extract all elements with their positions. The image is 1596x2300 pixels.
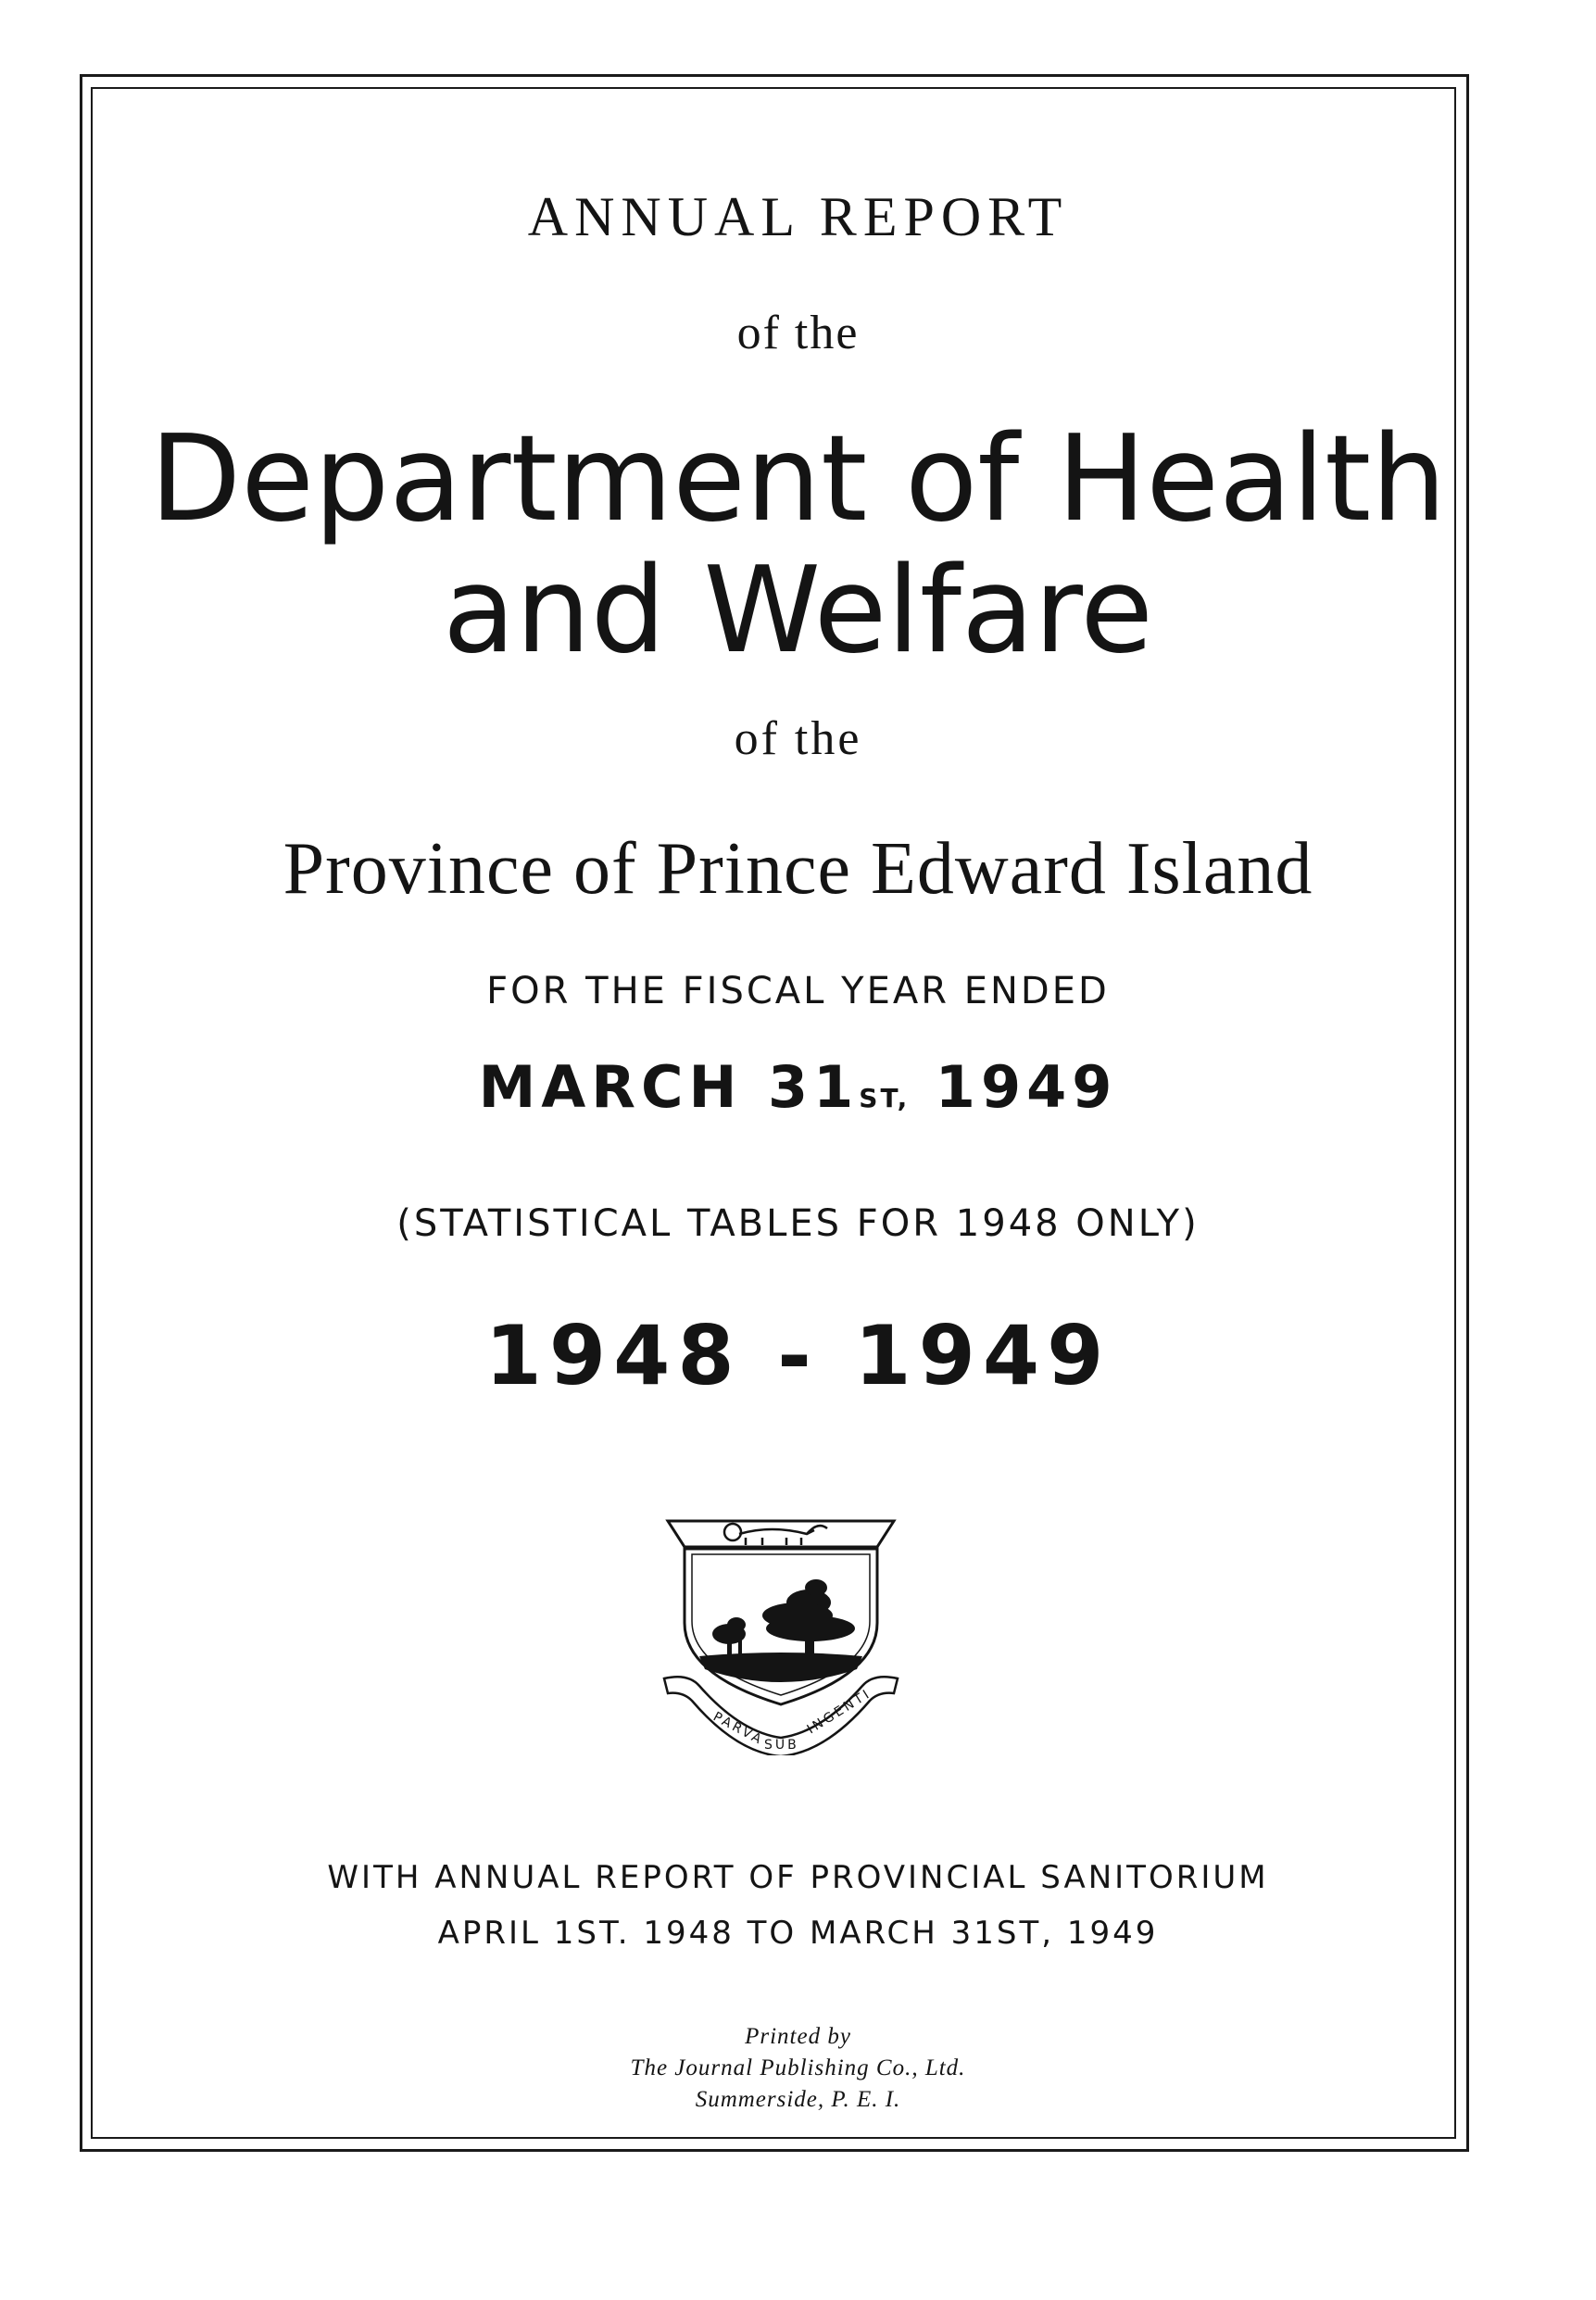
oak-tree-icon bbox=[762, 1579, 855, 1658]
lion-icon bbox=[724, 1524, 827, 1545]
department-title-line-1: Department of Health bbox=[149, 410, 1447, 548]
fiscal-end-date bbox=[0, 1053, 1596, 1121]
date-year: 1949 bbox=[910, 1053, 1118, 1121]
sapling-icon bbox=[712, 1617, 746, 1656]
motto-word-3: INGENTI bbox=[804, 1686, 874, 1738]
fiscal-year-line: FOR THE FISCAL YEAR ENDED bbox=[486, 970, 1110, 1012]
sanitorium-report-line-2: APRIL 1ST. 1948 TO MARCH 31ST, 1949 bbox=[437, 1915, 1159, 1952]
statistical-note: (STATISTICAL TABLES FOR 1948 ONLY) bbox=[396, 1202, 1200, 1245]
motto-word-1: PARVA bbox=[710, 1709, 767, 1749]
annual-report-heading: ANNUAL REPORT bbox=[527, 186, 1069, 247]
year-range: 1948 - 1949 bbox=[484, 1308, 1112, 1403]
printed-by: Printed by bbox=[745, 2024, 851, 2049]
of-the-line-2: of the bbox=[734, 712, 862, 765]
publisher-name: The Journal Publishing Co., Ltd. bbox=[630, 2055, 966, 2080]
department-title-line-2: and Welfare bbox=[443, 542, 1153, 680]
date-suffix: ST, bbox=[859, 1083, 911, 1113]
of-the-line-1: of the bbox=[736, 307, 860, 359]
publisher-location: Summerside, P. E. I. bbox=[695, 2087, 901, 2112]
date-main: MARCH 31 bbox=[478, 1053, 860, 1121]
province-title: Province of Prince Edward Island bbox=[283, 828, 1313, 910]
provincial-coat-of-arms-icon bbox=[651, 1510, 911, 1755]
sanitorium-report-line-1: WITH ANNUAL REPORT OF PROVINCIAL SANITORIUM bbox=[327, 1859, 1269, 1896]
motto-word-2: SUB bbox=[764, 1738, 799, 1753]
